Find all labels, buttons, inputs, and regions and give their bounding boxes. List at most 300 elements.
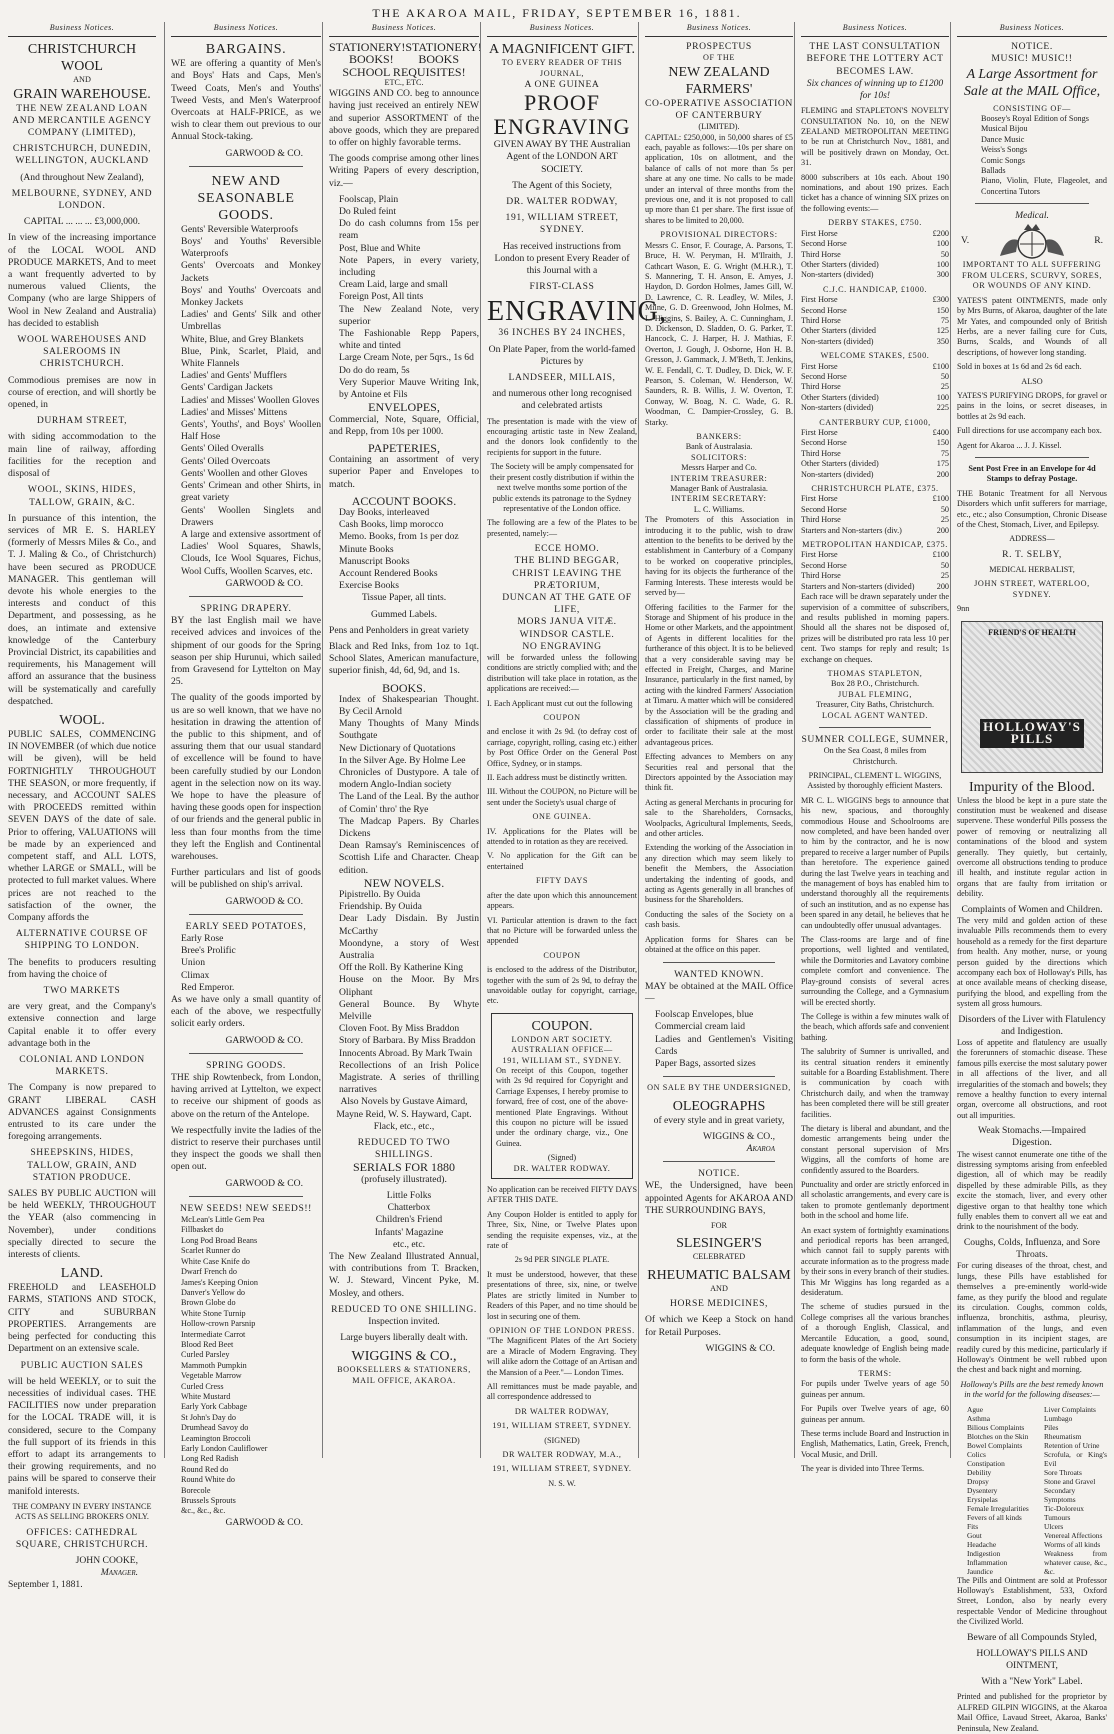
ad-title: SPRING DRAPERY. xyxy=(200,602,292,614)
ad-text: Six chances of winning up to £1200 for 10s! xyxy=(806,77,944,102)
ad-text: The quality of the goods imported by us are so well known, that we have no hesitation in drawing the attention of the public to this shipment, and of assuring them that our usual standard of excellence will be found to have been carefully studied by our London agent in the selection now on its way. We hope to have the pleasure of having these goods open for inspection of our friends and the general public in less than four months from the time they left the English and Continental warehouses. xyxy=(171,692,322,862)
ad-text: WE are offering a quantity of Men's and Boys' Hats and Caps, Men's Tweed Coats, Men's and Youths' Tweed Vests, and Men's Waterproof Overcoats at HALF-PRICE, as we wish to clear them out previous to our Annual Stock-taking. xyxy=(171,58,321,143)
column-1 xyxy=(8,22,162,1591)
prize-label: Second Horse xyxy=(801,560,847,570)
ad-text: V. No application for the Gift can be entertained xyxy=(487,851,637,871)
signature: WIGGINS & CO. xyxy=(705,1342,775,1354)
ad-text: 8000 subscribers at 10s each. About 190 nominations, and about 190 prizes. Each ticket has a chance of winning SIX prizes on the following events:— xyxy=(801,172,949,213)
prize-amount: £400 xyxy=(932,428,949,437)
coupon-text: AUSTRALIAN OFFICE— xyxy=(511,1045,613,1055)
divider xyxy=(975,457,1089,458)
signature-role: Manager. xyxy=(100,1567,138,1579)
prize-label: Second Horse xyxy=(801,438,847,448)
ad-text: Has received instructions from London to present Every Reader of this Journal with a xyxy=(494,240,630,277)
list-item: Do do cash columns from 15s per ream xyxy=(339,218,479,242)
ad-text: of every style and in great variety, xyxy=(653,1114,785,1126)
list-item: Piles xyxy=(1044,1422,1059,1432)
list-item: Union xyxy=(181,957,205,969)
list-item: Blotches on the Skin xyxy=(967,1431,1029,1441)
ad-text: Inspection invited. xyxy=(368,1315,440,1327)
list-item: WINDSOR CASTLE. xyxy=(519,628,615,640)
list-item: Climax xyxy=(181,969,210,981)
list-item: Friendship. By Ouida xyxy=(339,901,422,913)
ad-text: Acting as general Merchants in procuring for sale to the Shareholders, Cornsacks, Woolpacks, Agricultural Implements, Seeds, and other articles. xyxy=(645,797,793,839)
ad-text: 9nn xyxy=(957,604,970,614)
ad-text: PUBLIC SALES, COMMENCING IN NOVEMBER (of which due notice will be given), will be held FORTNIGHTLY THROUGHOUT THE SEASON, or more frequently, if necessary, and ACCOUNT SALES with PROCEEDS remitted within SEVEN DAYS of the date of sale. Prior to offering, VALUATIONS will be made by an experienced and competent staff, and ALL LOTS, whether LARGE or SMALL, will be protected to full market values. Where prices are not reached to the satisfaction of the owner, the Company affords the xyxy=(8,728,156,923)
list-item: House on the Moor. By Mrs Oliphant xyxy=(339,974,479,998)
ad-text: Sold in boxes at 1s 6d and 2s 6d each. xyxy=(957,362,1082,372)
prize-label: First Horse xyxy=(801,428,838,437)
ad-heading: TO EVERY READER OF THIS JOURNAL, xyxy=(501,58,623,78)
list-item: Gents' Woollen and other Gloves xyxy=(181,467,308,479)
ad-text: II. Each address must be distinctly written. xyxy=(487,773,628,783)
royal-arms-row xyxy=(957,222,1107,260)
ad-text: Extending the working of the Association in any direction which may seem likely to benefit the Members, the Association undertaking the indenting of goods, and acting as Agents generally in all branches of business for the Shareholders. xyxy=(645,843,793,905)
list-item: Weakness from whatever cause, &c., &c. xyxy=(1044,1548,1107,1576)
signature: GARWOOD & CO. xyxy=(225,577,303,589)
ad-text: III. Without the COUPON, no Picture will be sent under the Society's usual charge of xyxy=(487,787,637,807)
list-item: Early York Cabbage xyxy=(181,1402,248,1412)
list-item: White, Blue, and Grey Blankets xyxy=(181,333,304,345)
list-item: Off the Roll. By Katherine King xyxy=(339,962,463,974)
ad-text: Beware of all Compounds Styled, xyxy=(967,1631,1097,1643)
ad-text: Box 28 P.O., Christchurch. xyxy=(830,679,919,689)
ad-heading: SHEEPSKINS, HIDES, TALLOW, GRAIN, AND STATION PRODUCE. xyxy=(27,1147,137,1183)
list-item: Cream Laid, large and small xyxy=(339,279,448,291)
list-item: New Dictionary of Quotations xyxy=(339,742,456,754)
list-item: etc., etc. xyxy=(393,1238,425,1250)
ad-text: FIRST-CLASS xyxy=(529,281,595,293)
prize-label: First Horse xyxy=(801,228,838,238)
ad-heading: NO ENGRAVING xyxy=(522,640,602,652)
ad-text: FREEHOLD and LEASEHOLD FARMS, STATIONS AND STOCK, CITY and SUBURBAN PROPERTIES. Arrangements are being perfected for conducting this Department on an extensive scale. xyxy=(8,1282,156,1355)
table-row xyxy=(801,229,949,239)
ad-text: JOHN STREET, WATERLOO, SYDNEY. xyxy=(974,579,1090,599)
list-item: Weiss's Songs xyxy=(981,145,1028,155)
table-row xyxy=(801,403,949,413)
list-item: Cloven Foot. By Miss Braddon xyxy=(339,1023,460,1035)
ad-text: 2s 9d PER SINGLE PLATE. xyxy=(514,1255,610,1265)
prize-label: First Horse xyxy=(801,550,838,560)
list-item: White Case Knife do xyxy=(181,1256,250,1266)
table-row xyxy=(801,438,949,448)
ad-text: Gummed Labels. xyxy=(370,608,438,620)
prize-amount: 150 xyxy=(936,438,949,448)
ad-heading: WOOL, SKINS, HIDES, TALLOW, GRAIN, &C. xyxy=(27,484,137,508)
list-item: Many Thoughts of Many Minds Southgate xyxy=(339,718,479,742)
list-item: James's Keeping Onion xyxy=(181,1277,258,1287)
ad-title: SUMNER COLLEGE, SUMNER, xyxy=(801,733,949,745)
list-item: Fits xyxy=(967,1521,979,1531)
ad-text: and numerous other long recognised and celebrated artists xyxy=(492,388,632,412)
table-row xyxy=(801,295,949,305)
prize-label: First Horse xyxy=(801,361,838,371)
ad-text: DR WALTER RODWAY, M.A., xyxy=(502,1449,622,1459)
list-item: Brussels Sprouts xyxy=(181,1496,236,1506)
ad-text: CHRISTCHURCH, DUNEDIN, WELLINGTON, AUCKLAND xyxy=(12,143,152,167)
list-item: Little Folks xyxy=(386,1189,432,1201)
ad-text: The Class-rooms are large and of fine proportions, well lighted and ventilated, while the Dormitories and Lavatory combine complete comfort and convenience. The Play-ground consists of several acres surrounding the College, and a Gymnasium will be erected shortly. xyxy=(801,935,949,1007)
list-item: Scarlet Runner do xyxy=(181,1246,241,1256)
ad-heading: REDUCED TO ONE SHILLING. xyxy=(331,1303,477,1315)
ad-text: The salubrity of Sumner is unrivalled, and its central situation renders it eminently suitable for a Boarding Establishment. There is communication by coach with Christchurch daily, and when the tramway has been completed there will be still greater facilities. xyxy=(801,1047,949,1119)
list-item: Gents' Oiled Overcoats xyxy=(181,455,271,467)
signature: WIGGINS & CO., xyxy=(351,1349,457,1365)
list-item: Boosey's Royal Edition of Songs xyxy=(981,114,1089,124)
table-row xyxy=(801,494,949,504)
table-row xyxy=(801,526,949,536)
ad-text: For Pupils over Twelve years of age, 60 guineas per annum. xyxy=(801,1404,949,1424)
divider xyxy=(663,962,775,963)
ad-text: will be held WEEKLY, or to suit the necessities of individual cases. THE FACILITIES now under preparation for the LOCAL TRADE will, it is considered, secure to the Company the full support of its friends in this effort to adapt its arrangements to their growing requirements, and no pains will be spared to conserve their manifold interests. xyxy=(8,1375,156,1497)
table-row xyxy=(801,470,949,480)
table-row xyxy=(801,571,949,581)
ad-text: YATES'S PURIFYING DROPS, for gravel or pains in the loins, or secret diseases, in bottles at 2s 9d each. xyxy=(957,390,1107,421)
table-row xyxy=(801,362,949,372)
list-item: Chronicles of Dustypore. A tale of modern Anglo-Indian society xyxy=(339,766,479,791)
ad-text: MAY be obtained at the MAIL Office— xyxy=(645,980,793,1004)
list-item: Red Emperor. xyxy=(181,981,235,993)
race-title: C.J.C. HANDICAP, £1000. xyxy=(822,284,928,294)
ad-title: SCHOOL REQUISITES! xyxy=(342,64,466,79)
list-item: Inflammation xyxy=(967,1557,1008,1567)
list-item: Boys' and Youths' Overcoats and Monkey Jackets xyxy=(181,284,321,309)
ad-text: The Agent of this Society, xyxy=(512,179,612,191)
table-row xyxy=(801,326,949,336)
column-5 xyxy=(638,22,799,1458)
ad-title: A MAGNIFICENT GIFT. xyxy=(488,42,636,58)
coupon-box xyxy=(491,1013,633,1179)
ad-heading: IMPORTANT TO ALL SUFFERING FROM ULCERS, SCURVY, SORES, OR WOUNDS OF ANY KIND. xyxy=(961,260,1103,291)
ad-date: September 1, 1881. xyxy=(8,1579,83,1591)
divider xyxy=(189,596,303,597)
table-row xyxy=(801,561,949,571)
vr-letter: V. xyxy=(961,235,970,247)
list-item: Dean Ramsay's Reminiscences of Scottish Life and Character. Cheap edition. xyxy=(339,840,479,876)
prize-label: Third Horse xyxy=(801,382,841,392)
list-item: Memo. Books, from 1s per doz xyxy=(339,531,459,543)
ad-title: SLESINGER'S xyxy=(676,1236,762,1252)
list-item: Headache xyxy=(967,1539,997,1549)
ad-text: The benefits to producers resulting from having the choice of xyxy=(8,956,156,980)
ad-text: Treasurer, City Baths, Christchurch. xyxy=(815,700,935,710)
seed-list xyxy=(171,1215,321,1517)
prize-label: Other Starters (divided) xyxy=(801,392,879,402)
signature: GARWOOD & CO. xyxy=(225,895,303,907)
list-item: Very Superior Mauve Writing Ink, by Antoine et Fils xyxy=(339,376,479,401)
prize-amount: 300 xyxy=(936,270,949,280)
coupon-title: COUPON. xyxy=(531,1018,593,1034)
ad-text: The Promoters of this Association in introducing it to the public, wish to draw attention to the benefits to be derived by the establishment in Canterbury of a Company to be worked on cooperative principles, having for its objects the furtherance of the Farming Interests. These interests would be served by— xyxy=(645,515,793,598)
ad-heading: INTERIM SECRETARY: xyxy=(671,494,767,504)
list-item: Infants' Magazine xyxy=(374,1226,444,1238)
ad-heading: Sent Post Free in an Envelope for 4d Stamps to defray Postage. xyxy=(968,463,1096,484)
ad-text: Punctuality and order are strictly enforced in all scholastic arrangements, and every care is taken to promote gentlemanly deportment both in the school and home life. xyxy=(801,1180,949,1221)
paper-list xyxy=(329,194,479,401)
prize-label: Second Horse xyxy=(801,371,847,381)
ad-text: FOR xyxy=(711,1220,727,1230)
list-item: Musical Bijou xyxy=(981,124,1028,134)
list-item: Borecole xyxy=(181,1485,211,1495)
ad-text: Black and Red Inks, from 1oz to 1qt. School Slates, American manufacture, superior finish, 4d, 6d, 9d, and 1s. xyxy=(329,640,479,677)
ad-text: All remittances must be made payable, and all correspondence addressed to xyxy=(487,1381,637,1402)
ad-text: An exact system of fortnightly examinations and periodical reports has been arranged, which cannot fail to supply parents with accurate information as to the progress made by their sons in every branch of their studies. This Mr Wiggins has long regarded as a desideratum. xyxy=(801,1225,949,1298)
ad-text: Large buyers liberally dealt with. xyxy=(340,1332,468,1344)
ad-text: The dietary is liberal and abundant, and the domestic arrangements being under the constant personal supervision of Mrs Wiggins, all the comforts of home are confidently assured to the Boarders. xyxy=(801,1123,949,1175)
list-item: Account Rendered Books xyxy=(339,567,438,579)
ad-title: RHEUMATIC BALSAM xyxy=(647,1267,791,1283)
list-item: Pipistrello. By Ouida xyxy=(339,889,421,901)
ad-text: Effecting advances to Members on any Securities real and personal that the Directors appointed by the Association may think fit. xyxy=(645,752,793,793)
prize-label: Other Starters (divided) xyxy=(801,259,879,269)
list-item: Paper Bags, assorted sizes xyxy=(655,1057,756,1069)
prize-amount: 25 xyxy=(940,515,949,525)
prize-amount: 50 xyxy=(940,504,949,514)
ad-text: MELBOURNE, SYDNEY, AND LONDON. xyxy=(11,187,153,212)
ad-text: Also Novels by Gustave Aimard, Mayne Reid, W. S. Hayward, Capt. Flack, etc., etc., xyxy=(336,1096,472,1132)
ad-title-left: BOOKS! xyxy=(349,52,394,67)
ad-text: Tissue Paper, all tints. xyxy=(361,592,447,604)
ad-heading: BOOKS. xyxy=(382,680,426,695)
list-item: Day Books, interleaved xyxy=(339,506,430,518)
prize-amount: 175 xyxy=(936,459,949,469)
list-item: Secondary Symptoms xyxy=(1044,1485,1076,1504)
ad-text: DR WALTER RODWAY, xyxy=(514,1406,610,1416)
ad-text: HOLLOWAY'S PILLS AND OINTMENT, xyxy=(976,1647,1088,1671)
list-item: Boys' and Youths' Reversible Waterproofs xyxy=(181,236,321,260)
ad-title: GRAIN WAREHOUSE. xyxy=(13,86,151,102)
list-item: Gout xyxy=(967,1530,982,1540)
list-item: Early Rose xyxy=(181,933,224,944)
ad-text: MEDICAL HERBALIST, xyxy=(989,565,1075,575)
signature: JOHN COOKE, xyxy=(75,1554,138,1566)
signature: GARWOOD & CO. xyxy=(225,1034,303,1046)
ad-text: For pupils under Twelve years of age 50 guineas per annum. xyxy=(801,1379,949,1399)
ad-text: The wisest cannot enumerate one tithe of the distressing symptoms arising from enfeebled digestion, all of which may be readily dispelled by these admirable Pills, as they excite the stomach, liver, and every other digestive organ to that healthy tone which fully enables them to convert all we eat and drink to the nourishment of the body. xyxy=(957,1149,1107,1232)
table-row xyxy=(801,393,949,403)
ad-text: Commodious premises are now in course of erection, and will shortly be opened, in xyxy=(8,374,156,411)
list-item: Gents' Crimean and other Shirts, in great variety xyxy=(181,480,321,504)
ad-text: IV. Applications for the Plates will be attended to in rotation as they are received. xyxy=(487,826,637,847)
music-list xyxy=(957,114,1107,197)
ad-text: with siding accommodation to the main line of railway, affording facilities for the reception and disposal of xyxy=(8,431,156,480)
prize-amount: 200 xyxy=(936,525,949,535)
ad-heading: SERIALS FOR 1880 xyxy=(352,1160,456,1175)
list-item: Dysentery xyxy=(967,1485,998,1495)
prize-label: Other Starters (divided) xyxy=(801,459,879,469)
table-row xyxy=(801,316,949,326)
table-row xyxy=(801,428,949,438)
column-4 xyxy=(480,22,667,1488)
list-item: Vegetable Marrow xyxy=(181,1371,242,1381)
prize-label: Second Horse xyxy=(801,239,847,249)
ad-heading: A ONE GUINEA xyxy=(524,79,600,91)
list-item: Indigestion xyxy=(967,1548,1001,1558)
ad-text: AND xyxy=(710,1283,728,1293)
ad-text: Unless the blood be kept in a pure state the constitution must be weakened and disease supervene. These wonderful Pills possess the power of removing or neutralizing all contaminations of the blood and system generally. They quietly, but certainly, overcome all obstructions tending to produce ill health, and institute regular action in organs that are faulty from irritation or debility. xyxy=(957,795,1107,899)
ad-text: L. C. Williams. xyxy=(693,504,745,514)
ad-title xyxy=(329,53,479,65)
ad-text: MR C. L. WIGGINS begs to announce that his new, spacious, and thoroughly commodious House and Schoolrooms are now completed, and have been handed over to him by the contractor, and he is now prepared to receive a larger number of Pupils than heretofore. The experience gained during the last Twelve years in teaching and the management of boys has enabled him to understand thoroughly all the requirements of such an institution, and as no expense has been spared in any detail, he believes that he can undoubtedly offer unusual advantages. xyxy=(801,795,949,930)
list-item: The Fashionable Repp Papers, white and tinted xyxy=(339,328,479,352)
ad-text: The Company is now prepared to GRANT LIBERAL CASH ADVANCES against Consignments entrusted to its care under the foregoing arrangements. xyxy=(8,1082,156,1143)
ad-heading: CO-OPERATIVE ASSOCIATION OF CANTERBURY xyxy=(645,97,793,122)
list-item: McLean's Little Gem Pea xyxy=(181,1215,265,1225)
list-item: Ladies and Gentlemen's Visiting Cards xyxy=(655,1033,793,1057)
prize-amount: 50 xyxy=(940,560,949,570)
ad-heading: COLONIAL AND LONDON MARKETS. xyxy=(19,1054,145,1078)
disease-list xyxy=(957,1405,1107,1576)
ad-text: Containing an assortment of very superior Paper and Envelopes to match. xyxy=(329,454,479,490)
signature-address: BOOKSELLERS & STATIONERS, MAIL OFFICE, AKAROA. xyxy=(337,1365,471,1385)
ad-text: Each race will be drawn separately under the supervision of a committee of subscribers, and results published in morning papers. Should all the shares not be disposed of, prizes will be distributed pro rata less 10 per cent. Two stamps for reply and result; 1s exchange on cheques. xyxy=(801,592,949,664)
ad-heading: PROVISIONAL DIRECTORS: xyxy=(660,230,778,240)
ad-text: Further particulars and list of goods will be published on ship's arrival. xyxy=(171,867,321,891)
prize-amount: 125 xyxy=(936,326,949,336)
ad-title: NEW SEEDS! NEW SEEDS!! xyxy=(180,1202,312,1214)
list-item: THE BLIND BEGGAR, xyxy=(514,555,620,567)
race-prize-tables xyxy=(801,218,949,592)
divider xyxy=(189,1053,303,1054)
ad-text: As we have only a small quantity of each of the above, we respectfully solicit early orders. xyxy=(171,994,321,1030)
ad-text: Messrs Harper and Co. xyxy=(681,463,757,473)
table-row xyxy=(801,515,949,525)
column-header: Business Notices. xyxy=(645,22,793,37)
prize-amount: 200 xyxy=(936,469,949,479)
prize-amount: £100 xyxy=(932,361,949,371)
coupon-signature: DR. WALTER RODWAY. xyxy=(513,1163,611,1173)
ad-text: AND xyxy=(73,75,91,85)
ad-text: ON SALE BY THE UNDERSIGNED, xyxy=(647,1083,791,1093)
list-item: Ladies' and Misses' Mittens xyxy=(181,406,288,418)
column-header: Business Notices. xyxy=(329,22,479,37)
list-item: Curled Cress xyxy=(181,1381,224,1391)
ad-title-right: STATIONERY! xyxy=(405,40,482,55)
prize-label: Non-starters (divided) xyxy=(801,336,874,346)
prize-amount: 350 xyxy=(936,336,949,346)
ad-text: 36 INCHES BY 24 INCHES, xyxy=(498,327,626,339)
ad-text: Commercial, Note, Square, Official, and Repp, from 10s per 1000. xyxy=(329,413,479,437)
ad-text: A Large Assortment for Sale at the MAIL Office, xyxy=(963,66,1101,99)
prize-label: First Horse xyxy=(801,494,838,504)
table-row xyxy=(801,306,949,316)
column-2 xyxy=(164,22,327,1528)
list-item: Moondyne, a story of West Australia xyxy=(339,937,479,962)
list-item: Lumbago xyxy=(1044,1413,1073,1423)
ad-title: OLEOGRAPHS xyxy=(672,1098,766,1114)
prize-amount: 50 xyxy=(940,371,949,381)
divider xyxy=(663,1161,775,1162)
serial-list xyxy=(329,1190,479,1251)
ad-heading: ENVELOPES, xyxy=(368,400,440,415)
list-item: Ladies' and Misses' Woollen Gloves xyxy=(181,394,320,406)
prize-amount: 100 xyxy=(936,239,949,249)
table-row xyxy=(801,239,949,249)
ad-title: PROOF ENGRAVING xyxy=(493,90,631,140)
list-item: Worms of all kinds xyxy=(1044,1539,1101,1549)
ad-text: ALSO xyxy=(1021,376,1043,386)
prize-label: Third Horse xyxy=(801,249,841,259)
ad-text: The goods comprise among other lines Writing Papers of every description, viz.— xyxy=(329,153,479,189)
list-item: Dropsy xyxy=(967,1476,989,1486)
list-item: Dance Music xyxy=(981,134,1025,144)
list-item: Do Ruled feint xyxy=(339,206,397,218)
ad-heading: PROSPECTUS xyxy=(686,41,752,53)
ad-heading: Coughs, Colds, Influenza, and Sore Throats. xyxy=(963,1236,1101,1261)
prize-label: Third Horse xyxy=(801,515,841,525)
list-item: Blue, Pink, Scarlet, Plaid, and White Flannels xyxy=(181,345,321,370)
ad-text: CAPITAL: £250,000, in 50,000 shares of £5 each, payable as follows:—10s per share on application, 10s on allotment, and the balance of calls of not more than 5s per share at any one time. No calls to be made under an interval of three months from the previous one, and it is not proposed to call up more than £1 per share. The first issue of shares to be limited to 20,000. xyxy=(645,132,793,225)
ad-title: BARGAINS. xyxy=(205,42,287,58)
ad-text: PRINCIPAL, CLEMENT L. WIGGINS, Assisted by thoroughly efficient Masters. xyxy=(807,770,943,791)
signature: GARWOOD & CO. xyxy=(225,1516,303,1528)
ad-heading: WOOL WAREHOUSES AND SALEROOMS IN CHRISTCHURCH. xyxy=(17,334,147,370)
royal-crest-icon xyxy=(992,222,1072,260)
ad-text: We respectfully invite the ladies of the district to reserve their purchases until they inspect the goods we shall then open out. xyxy=(171,1124,321,1173)
ad-text: I. Each Applicant must cut out the following xyxy=(487,698,633,708)
ad-text: The very mild and golden action of these invaluable Pills recommends them to every household as a remedy for the first departure from health. Any mother, nurse, or young person guided by the directions which accompany each box of Holloway's Pills, has at once available means of checking disease, purifying the blood, and expelling from the system all gross humours. xyxy=(957,915,1107,1009)
list-item: White Mustard xyxy=(181,1391,231,1401)
ad-heading: ALTERNATIVE COURSE OF SHIPPING TO LONDON. xyxy=(15,928,149,952)
ad-heading: Complaints of Women and Children. xyxy=(961,903,1103,915)
list-item: Drumhead Savoy do xyxy=(181,1423,249,1433)
ad-text: Application forms for Shares can be obtained at the office on this paper. xyxy=(645,934,793,955)
list-item: Ballads xyxy=(981,166,1006,176)
list-item: Large Cream Note, per 5qrs., 1s 6d xyxy=(339,352,474,364)
list-item: Ladies' and Gents' Silk and other Umbrellas xyxy=(181,309,321,333)
prize-label: Other Starters (divided xyxy=(801,326,877,336)
list-item: &c., &c., &c. xyxy=(181,1506,226,1516)
list-item: Comic Songs xyxy=(981,155,1025,165)
ad-title-right: BOOKS xyxy=(418,52,459,67)
ad-heading: Disorders of the Liver with Flatulency and Indigestion. xyxy=(958,1013,1106,1037)
ad-text: On the Sea Coast, 8 miles from Christchurch. xyxy=(823,746,927,766)
ad-title: NOTICE. xyxy=(698,1168,740,1180)
ad-title: NEW ZEALAND FARMERS' xyxy=(668,64,770,97)
list-item: Blood Red Beet xyxy=(181,1339,234,1349)
ad-text: HORSE MEDICINES, xyxy=(669,1298,769,1310)
list-item: Rheumatism xyxy=(1044,1431,1082,1441)
ad-text: Messrs C. Ensor, F. Courage, A. Parsons, T. Bruce, H. W. Peryman, H. M'Ilraith, J. Cathcart Wason, E. G. Wright (M.H.R.), T. S. Mannering, T. H. Anson, E. Amyes, J. Haydon, D. Gordon Holmes, James Gill, W. D. Lawrence, C. R. Leadley, W. Miles, J. Milne, G. D. Greenwood, John Holmes, M. L. Higgins, S. Bailey, A. C. Cunningham, J. D. Dickenson, D. Sladden, O. G. Parker, T. Hancock, C. J. Harper, H. J. Mathias, F. Overton, J. Gough, J. Osborne, Hon H. B. Gresson, J. Gammack, J. M'Beth, T. Jenkins, W. E. Fendall, C. T. Dudley, D. Dick, W. F. Pearson, S. Coleman, W. Henderson, W. Saunders, R. B. Willis, J. W. Overton, T. Conway, W. Boag, N. C. Wade, G. R. Woodman, C. Dampier-Crossley, G. B. Starky. xyxy=(645,240,793,427)
ad-heading: BANKERS: xyxy=(696,432,742,441)
ad-text: 191, WILLIAM STREET, SYDNEY. xyxy=(492,1421,632,1431)
list-item: The Madcap Papers. By Charles Dickens xyxy=(339,815,479,839)
list-item: Constipation xyxy=(967,1458,1005,1468)
ad-heading: NEW NOVELS. xyxy=(363,875,445,890)
table-row xyxy=(801,582,949,592)
stationery-list xyxy=(645,1009,793,1070)
ad-text: GIVEN AWAY BY THE Australian Agent of the LONDON ART SOCIETY. xyxy=(493,139,631,175)
list-item: Chatterbox xyxy=(387,1202,431,1214)
list-item: Gents', Youths', and Boys' Woollen Half Hose xyxy=(181,419,321,443)
prize-amount: £100 xyxy=(932,494,949,504)
potato-list xyxy=(171,933,321,994)
list-item: Note Papers, in every variety, including xyxy=(339,254,479,279)
prize-label: Non-starters (divided) xyxy=(801,469,874,479)
ad-heading: OF THE xyxy=(703,53,735,63)
list-item: Venereal Affections xyxy=(1044,1530,1103,1540)
list-item: Bilious Complaints xyxy=(967,1422,1025,1432)
ad-text: "The Magnificent Plates of the Art Society are a Miracle of Modern Engraving. They will alike adorn the Cottage of an Artisan and the Mansion of a Peer."— London Times. xyxy=(487,1336,637,1377)
list-item: Dwarf French do xyxy=(181,1267,237,1277)
list-item: Gents' Woollen Singlets and Drawers xyxy=(181,504,321,528)
table-row xyxy=(801,382,949,392)
list-item: St John's Day do xyxy=(181,1412,236,1422)
divider xyxy=(819,727,931,728)
ad-text: THE ship Rowtenbeck, from London, having arrived at Lyttelton, we expect to receive our shipment of goods as above on the return of the Antelope. xyxy=(171,1072,321,1120)
list-item: Jaundice xyxy=(967,1566,993,1576)
list-item: Round Red do xyxy=(181,1464,229,1474)
